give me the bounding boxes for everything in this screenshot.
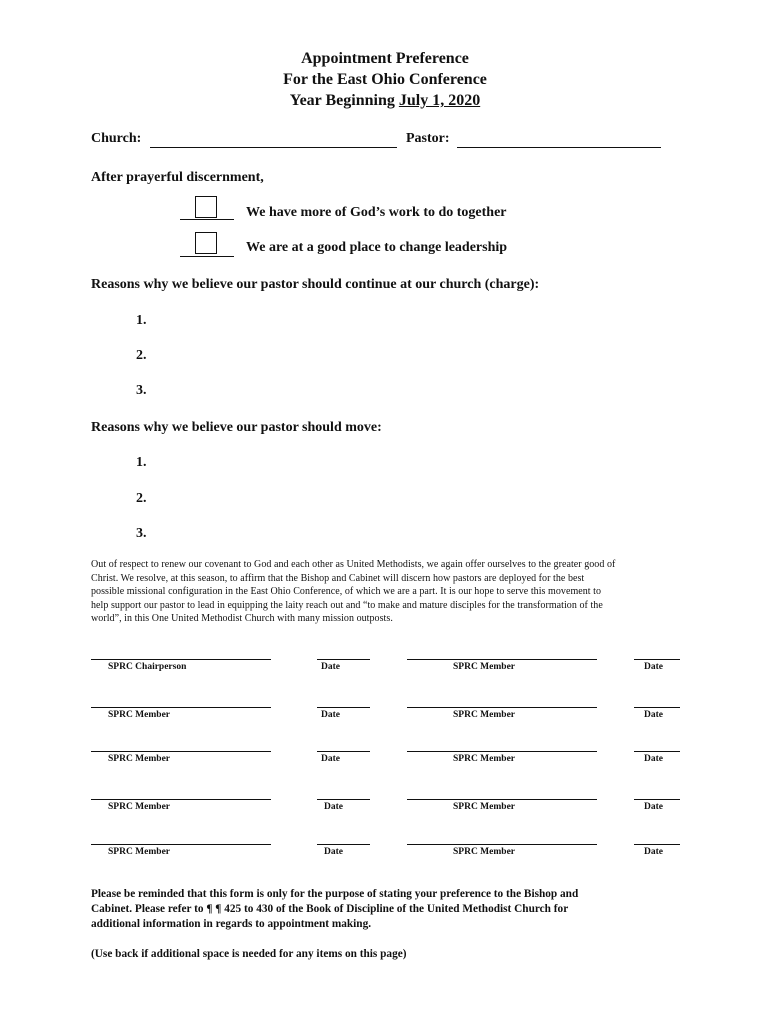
date-label: Date [321, 754, 340, 764]
title-line-1: Appointment Preference [301, 50, 469, 67]
option1-line [180, 219, 234, 220]
signature-line[interactable] [407, 844, 597, 845]
discernment-intro: After prayerful discernment, [91, 170, 264, 185]
date-label: Date [644, 710, 663, 720]
option2-label: We are at a good place to change leadership [246, 240, 508, 255]
option2-line [180, 256, 234, 257]
covenant-line-3: possible missional configuration in the East Ohio Conference, of which we are a part. It is our hope to serve this movement to [91, 586, 602, 598]
move-item-2[interactable]: 2. [136, 491, 147, 506]
signature-line[interactable] [407, 799, 597, 800]
date-label: Date [644, 847, 663, 857]
covenant-paragraph [91, 558, 691, 626]
pastor-label: Pastor: [406, 131, 450, 146]
signature-line[interactable] [91, 799, 271, 800]
date-label: Date [644, 662, 663, 672]
signature-line[interactable] [407, 751, 597, 752]
date-label: Date [644, 802, 663, 812]
signature-line[interactable] [91, 659, 271, 660]
footer-line-2: Cabinet. Please refer to ¶ ¶ 425 to 430 of the Book of Discipline of the United Methodist Church for [91, 903, 569, 915]
move-item-1[interactable]: 1. [136, 455, 147, 470]
covenant-line-5: world”, in this One United Methodist Church with many mission outposts. [91, 613, 393, 625]
signature-label: SPRC Member [453, 710, 515, 720]
signature-label: SPRC Member [108, 802, 170, 812]
date-label: Date [324, 802, 343, 812]
signature-line[interactable] [91, 844, 271, 845]
date-line[interactable] [634, 844, 680, 845]
signature-line[interactable] [91, 707, 271, 708]
title-year-date: July 1, 2020 [398, 92, 481, 109]
pastor-field[interactable] [457, 147, 661, 148]
date-line[interactable] [634, 707, 680, 708]
covenant-line-4: help support our pastor to lead in equipping the laity reach out and “to make and mature disciples for the transformation of the [91, 599, 603, 611]
date-label: Date [321, 710, 340, 720]
footer-note: (Use back if additional space is needed for any items on this page) [91, 948, 407, 960]
date-label: Date [321, 662, 340, 672]
footer-line-1: Please be reminded that this form is only for the purpose of stating your preference to the Bishop and [91, 888, 579, 900]
date-line[interactable] [317, 659, 370, 660]
date-label: Date [644, 754, 663, 764]
continue-heading: Reasons why we believe our pastor should continue at our church (charge): [91, 277, 540, 292]
date-label: Date [324, 847, 343, 857]
signature-line[interactable] [407, 707, 597, 708]
church-field[interactable] [150, 147, 397, 148]
signature-line[interactable] [407, 659, 597, 660]
option1-checkbox[interactable] [195, 196, 217, 218]
signature-label: SPRC Member [453, 662, 515, 672]
date-line[interactable] [634, 659, 680, 660]
move-heading: Reasons why we believe our pastor should move: [91, 420, 382, 435]
continue-item-1[interactable]: 1. [136, 313, 147, 328]
date-line[interactable] [317, 799, 370, 800]
form-title [0, 48, 770, 111]
move-item-3[interactable]: 3. [136, 526, 147, 541]
covenant-line-2: Christ. We resolve, at this season, to affirm that the Bishop and Cabinet will discern how pastors are deployed for the best [91, 572, 585, 584]
date-line[interactable] [317, 751, 370, 752]
footer-line-3: additional information in regards to appointment making. [91, 918, 372, 930]
option2-checkbox[interactable] [195, 232, 217, 254]
signature-label: SPRC Chairperson [108, 662, 187, 672]
continue-item-2[interactable]: 2. [136, 348, 147, 363]
title-line-2: For the East Ohio Conference [283, 71, 487, 88]
date-line[interactable] [634, 751, 680, 752]
signature-label: SPRC Member [453, 754, 515, 764]
title-year-prefix: Year Beginning [289, 92, 399, 109]
signature-label: SPRC Member [108, 754, 170, 764]
date-line[interactable] [317, 844, 370, 845]
signature-label: SPRC Member [453, 847, 515, 857]
signature-label: SPRC Member [108, 847, 170, 857]
covenant-line-1: Out of respect to renew our covenant to God and each other as United Methodists, we again offer ourselves to the greater good of [91, 559, 616, 570]
footer-reminder [91, 887, 691, 932]
church-label: Church: [91, 131, 142, 146]
date-line[interactable] [634, 799, 680, 800]
continue-item-3[interactable]: 3. [136, 383, 147, 398]
signature-line[interactable] [91, 751, 271, 752]
signature-label: SPRC Member [108, 710, 170, 720]
date-line[interactable] [317, 707, 370, 708]
signature-label: SPRC Member [453, 802, 515, 812]
title-line-3 [0, 90, 770, 111]
option1-label: We have more of God’s work to do together [246, 205, 507, 220]
